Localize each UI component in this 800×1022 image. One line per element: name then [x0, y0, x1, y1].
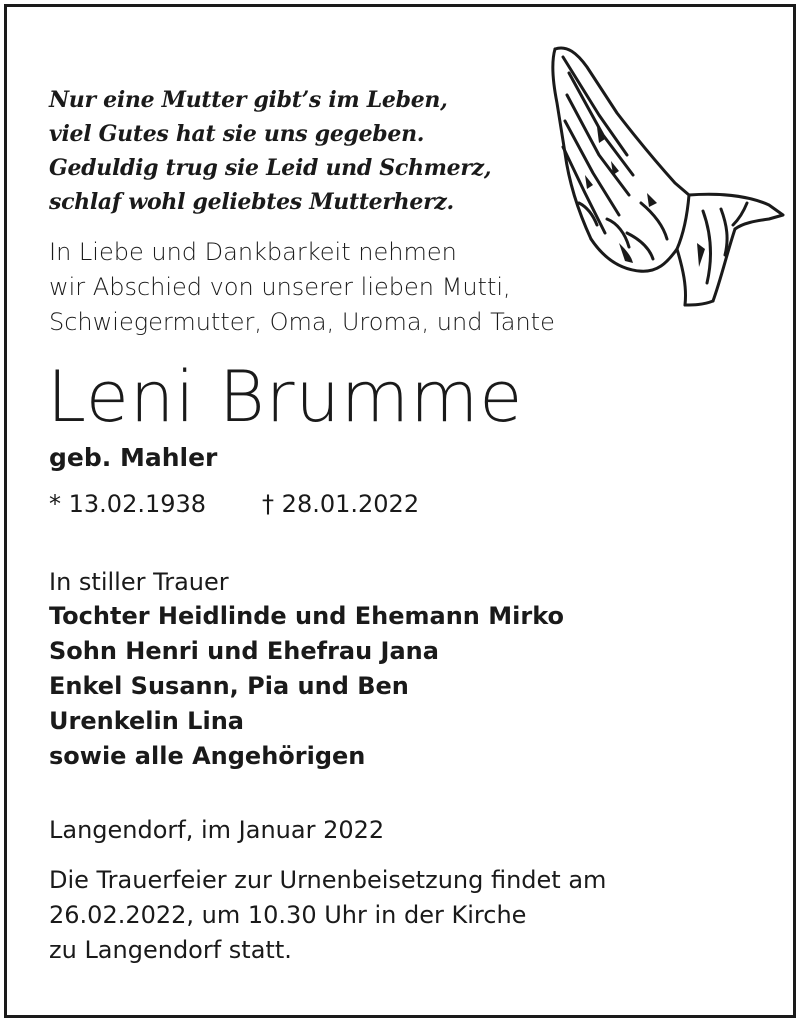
obituary-notice — [4, 4, 796, 1018]
poem-line: viel Gutes hat sie uns gegeben. — [49, 121, 425, 147]
service-line: zu Langendorf statt. — [49, 936, 292, 964]
maiden-name: geb. Mahler — [49, 443, 218, 472]
poem-line: Geduldig trug sie Leid und Schmerz, — [49, 155, 492, 181]
mourner-line: Sohn Henri und Ehefrau Jana — [49, 637, 439, 665]
birth-date: * 13.02.1938 — [49, 490, 207, 518]
intro-line: wir Abschied von unserer lieben Mutti, — [49, 273, 511, 301]
memorial-poem — [49, 83, 491, 219]
deceased-name: Leni Brumme — [47, 356, 524, 438]
life-dates — [49, 487, 419, 521]
intro-line: In Liebe und Dankbarkeit nehmen — [49, 238, 457, 266]
place-date: Langendorf, im Januar 2022 — [49, 816, 385, 844]
mourner-line: sowie alle Angehörigen — [49, 742, 366, 770]
service-line: 26.02.2022, um 10.30 Uhr in der Kirche — [49, 901, 527, 929]
death-date: † 28.01.2022 — [262, 490, 420, 518]
mourner-line: Tochter Heidlinde und Ehemann Mirko — [49, 602, 564, 630]
service-line: Die Trauerfeier zur Urnenbeisetzung findet am — [49, 866, 607, 894]
farewell-intro — [49, 235, 555, 340]
mourners-list — [49, 599, 564, 774]
mourners-intro: In stiller Trauer — [49, 568, 229, 596]
service-info — [49, 863, 606, 968]
mourner-line: Urenkelin Lina — [49, 707, 244, 735]
poem-line: Nur eine Mutter gibt’s im Leben, — [49, 87, 448, 113]
mourner-line: Enkel Susann, Pia und Ben — [49, 672, 409, 700]
intro-line: Schwiegermutter, Oma, Uroma, und Tante — [49, 308, 555, 336]
poem-line: schlaf wohl geliebtes Mutterherz. — [49, 189, 454, 215]
